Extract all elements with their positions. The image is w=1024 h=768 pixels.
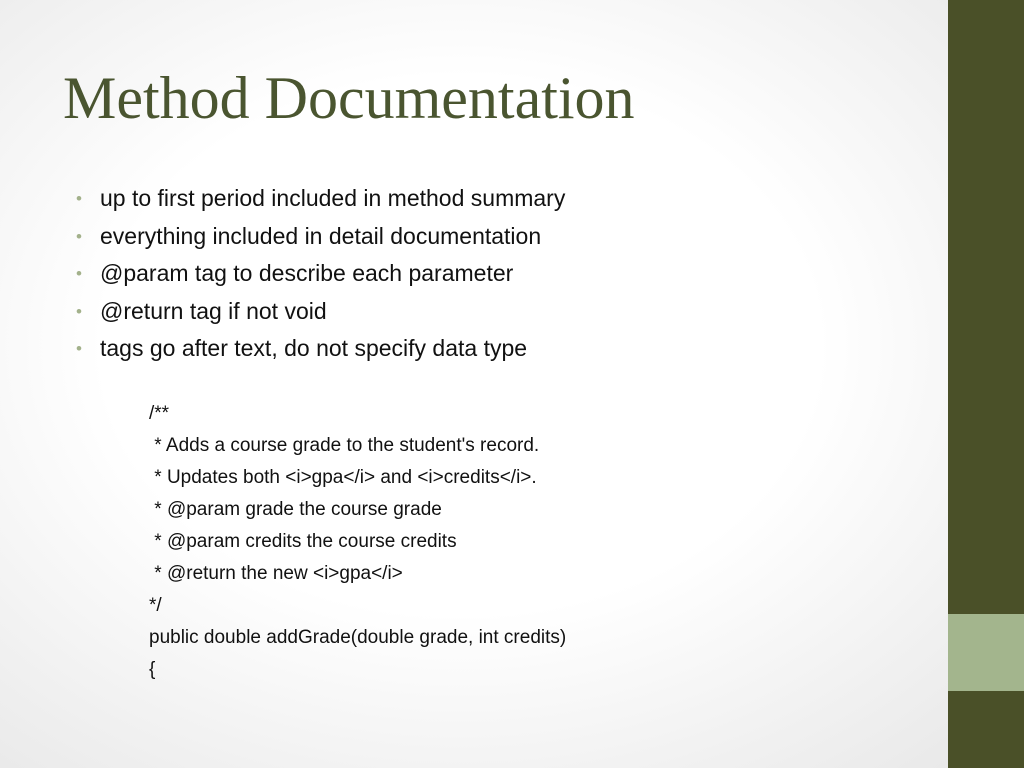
- bullet-text: tags go after text, do not specify data type: [100, 335, 528, 361]
- decorative-side-accent: [948, 614, 1024, 691]
- code-line: */: [149, 595, 162, 616]
- code-line: * @return the new <i>gpa</i>: [149, 563, 403, 584]
- bullet-dot-icon: •: [76, 301, 82, 321]
- bullet-text: everything included in detail documentation: [100, 222, 542, 249]
- code-sample: [149, 398, 566, 686]
- code-line: {: [149, 659, 156, 680]
- bullet-dot-icon: •: [76, 264, 82, 283]
- code-line: * @param grade the course grade: [149, 499, 442, 520]
- code-line: * Adds a course grade to the student's record.: [149, 435, 540, 456]
- bullet-text: up to first period included in method summary: [100, 185, 566, 211]
- code-line: * @param credits the course credits: [149, 531, 457, 552]
- bullet-text: @return tag if not void: [100, 297, 327, 324]
- bullet-dot-icon: •: [76, 226, 82, 246]
- slide-title: Method Documentation: [63, 65, 635, 131]
- bullet-dot-icon: •: [76, 339, 82, 358]
- bullet-text: @param tag to describe each parameter: [100, 260, 514, 286]
- code-line: * Updates both <i>gpa</i> and <i>credits</i>.: [149, 467, 537, 488]
- code-line: /**: [149, 403, 170, 424]
- bullet-dot-icon: •: [76, 189, 82, 208]
- code-line: public double addGrade(double grade, int credits): [149, 627, 567, 648]
